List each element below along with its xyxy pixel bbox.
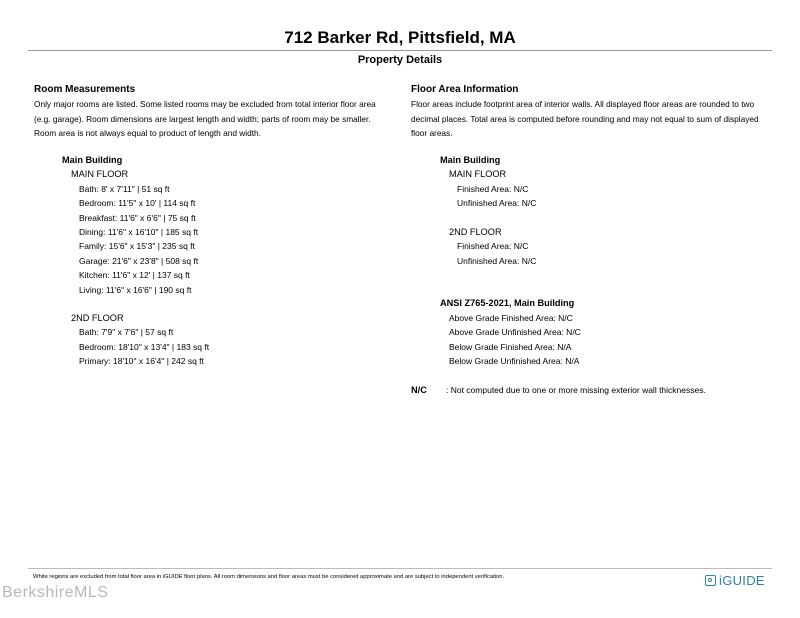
ansi-entry: Above Grade Finished Area: N/C [449, 313, 573, 323]
room-entry: Family: 15'6" x 15'3" | 235 sq ft [79, 241, 195, 251]
footer-disclaimer: White regions are excluded from total floor area in iGUIDE floor plans. All room dimensions and floor areas must be considered approximate and are subject to independent verification. [33, 574, 505, 580]
room-entry: Breakfast: 11'6" x 6'6" | 75 sq ft [79, 213, 196, 223]
mls-watermark: BerkshireMLS [2, 584, 109, 601]
ansi-entry: Above Grade Unfinished Area: N/C [449, 327, 581, 337]
title-divider [28, 50, 772, 51]
area-entry: Unfinished Area: N/C [457, 198, 537, 208]
room-entry: Garage: 21'6" x 23'8" | 508 sq ft [79, 256, 199, 266]
room-entry: Bath: 8' x 7'11" | 51 sq ft [79, 184, 170, 194]
room-measurements-description [34, 97, 376, 141]
area-floor-label: 2ND FLOOR [449, 227, 502, 237]
floor-area-heading: Floor Area Information [411, 84, 519, 95]
description-line: Room area is not always equal to product of length and width. [34, 128, 261, 138]
legend-text: : Not computed due to one or more missing exterior wall thicknesses. [446, 385, 706, 395]
description-line: decimal places. Total area is computed before rounding and may not equal to sum of displayed [411, 113, 759, 124]
room-floor-label: MAIN FLOOR [71, 169, 129, 179]
floor-area-description [411, 97, 759, 141]
legend-key: N/C [411, 385, 427, 395]
room-building-label: Main Building [62, 155, 123, 165]
description-line: Floor areas include footprint area of interior walls. All displayed floor areas are rounded to two [411, 99, 755, 109]
room-entry: Dining: 11'6" x 16'10" | 185 sq ft [79, 227, 199, 237]
area-entry: Finished Area: N/C [457, 241, 529, 251]
iguide-wordmark: iGUIDE [719, 572, 765, 588]
description-line: floor areas. [411, 128, 453, 138]
room-entry: Living: 11'6" x 16'6" | 190 sq ft [79, 285, 192, 295]
ansi-heading: ANSI Z765-2021, Main Building [440, 298, 575, 308]
room-entry: Kitchen: 11'6" x 12' | 137 sq ft [79, 270, 190, 280]
room-measurements-heading: Room Measurements [34, 84, 136, 95]
page-title: 712 Barker Rd, Pittsfield, MA [284, 28, 516, 47]
room-entry: Bedroom: 18'10" x 13'4" | 183 sq ft [79, 342, 210, 352]
room-entry: Primary: 18'10" x 16'4" | 242 sq ft [79, 356, 204, 366]
description-line: Only major rooms are listed. Some listed rooms may be excluded from total interior floor area [34, 99, 376, 109]
iguide-mark-icon [705, 575, 716, 586]
area-floor-label: MAIN FLOOR [449, 169, 507, 179]
description-line: (e.g. garage). Room dimensions are largest length and width; parts of room may be smaller. [34, 113, 371, 124]
room-entry: Bedroom: 11'5" x 10' | 114 sq ft [79, 198, 196, 208]
room-entry: Bath: 7'9" x 7'6" | 57 sq ft [79, 327, 174, 337]
ansi-entry: Below Grade Unfinished Area: N/A [449, 356, 580, 366]
ansi-entry: Below Grade Finished Area: N/A [449, 342, 572, 352]
footer-divider [28, 568, 772, 569]
area-entry: Finished Area: N/C [457, 184, 529, 194]
area-entry: Unfinished Area: N/C [457, 256, 537, 266]
iguide-logo [705, 572, 765, 588]
page-subtitle: Property Details [357, 54, 443, 66]
room-floor-label: 2ND FLOOR [71, 313, 124, 323]
area-building-label: Main Building [440, 155, 501, 165]
